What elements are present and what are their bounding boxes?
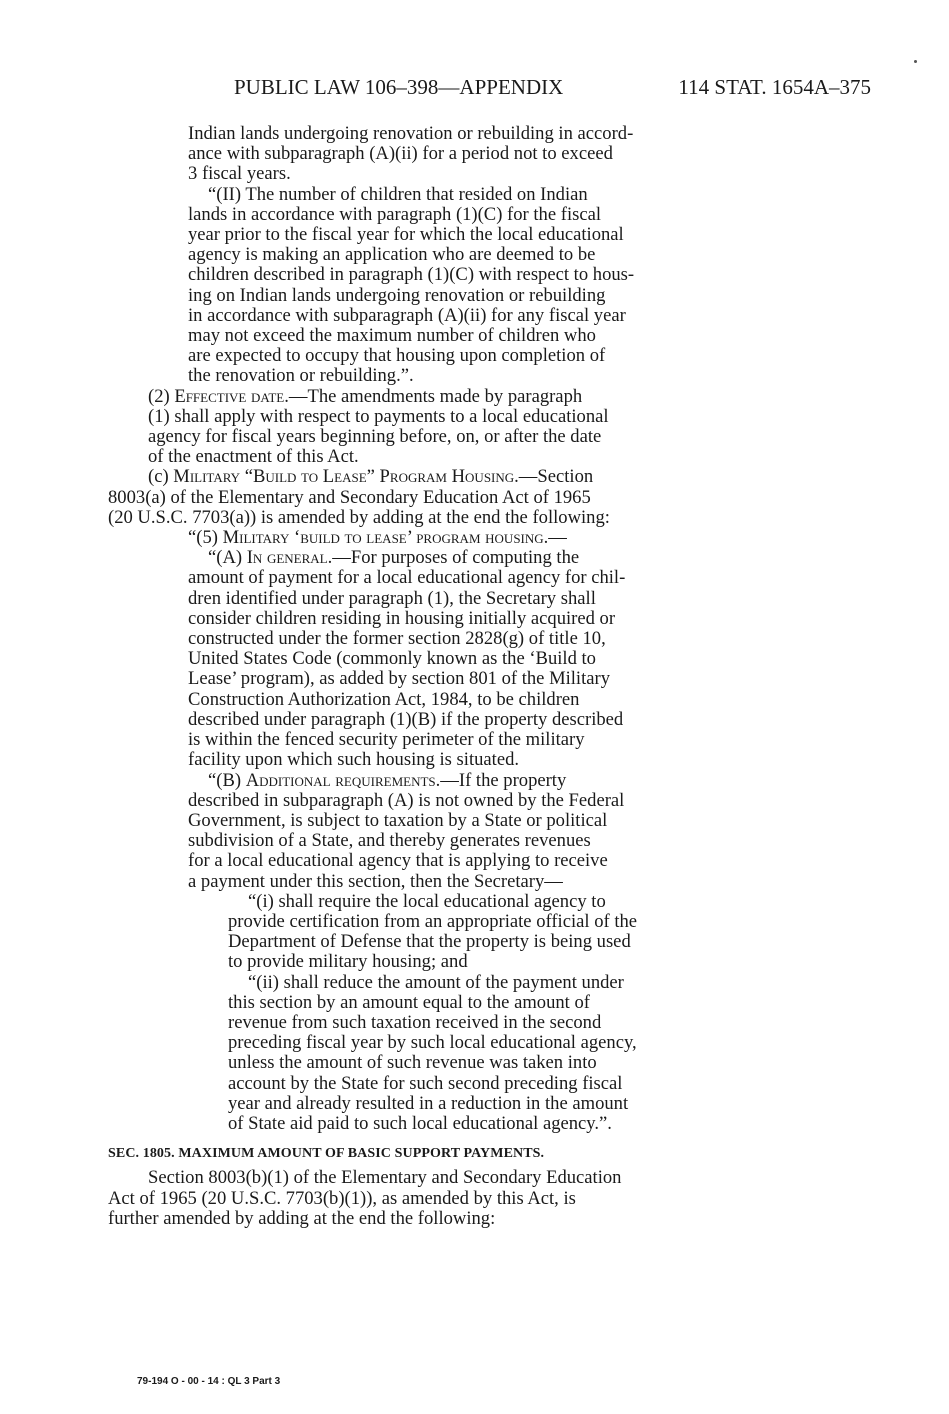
clause-line: “(ii) shall reduce the amount of the payment under	[248, 971, 624, 993]
paragraph-heading-housing: “(5) Military ‘build to lease’ program housing.—	[188, 527, 567, 549]
text-line: Section 8003(b)(1) of the Elementary and Secondary Education	[148, 1167, 622, 1189]
text-line: in accordance with subparagraph (A)(ii) for any fiscal year	[188, 304, 626, 326]
paragraph-heading-effective-date: (2) Effective date.—The amendments made by paragraph	[148, 385, 583, 407]
subparagraph-heading-additional-requirements: “(B) Additional requirements.—If the property	[208, 769, 567, 791]
text-line: 3 fiscal years.	[188, 163, 291, 185]
text-line: agency is making an application who are deemed to be	[188, 244, 596, 266]
text-line: year prior to the fiscal year for which the local educational	[188, 224, 624, 246]
text-line: Indian lands undergoing renovation or rebuilding in accord-	[188, 123, 634, 144]
text-line: described in subparagraph (A) is not owned by the Federal	[188, 789, 625, 811]
clause-line: provide certification from an appropriate official of the	[228, 910, 638, 932]
text-line: ance with subparagraph (A)(ii) for a period not to exceed	[188, 143, 613, 165]
text-line: agency for fiscal years beginning before, on, or after the date	[148, 426, 602, 448]
text-line: ing on Indian lands undergoing renovation or rebuilding	[188, 284, 606, 306]
text-line: United States Code (commonly known as the ‘Build to	[188, 648, 596, 670]
text-line: is within the fenced security perimeter of the military	[188, 729, 585, 751]
text-line: (20 U.S.C. 7703(a)) is amended by adding at the end the following:	[108, 506, 610, 528]
text-line: further amended by adding at the end the following:	[108, 1207, 496, 1229]
subsection-heading-build-to-lease: (c) Military “Build to Lease” Program Housing.—Section	[148, 466, 594, 488]
scan-speck	[914, 60, 917, 63]
section-heading: SEC. 1805. MAXIMUM AMOUNT OF BASIC SUPPORT PAYMENTS.	[108, 1146, 545, 1162]
text-line: of the enactment of this Act.	[148, 446, 359, 468]
text-line: Act of 1965 (20 U.S.C. 7703(b)(1)), as amended by this Act, is	[108, 1187, 576, 1209]
text-line: Government, is subject to taxation by a State or political	[188, 809, 608, 831]
text-line: “(II) The number of children that resided on Indian	[208, 183, 588, 205]
text-line: described under paragraph (1)(B) if the property described	[188, 708, 624, 730]
statute-citation: 114 STAT. 1654A–375	[678, 75, 871, 99]
text-line: consider children residing in housing initially acquired or	[188, 607, 616, 629]
text-line: are expected to occupy that housing upon completion of	[188, 345, 606, 367]
clause-line: account by the State for such second preceding fiscal	[228, 1072, 623, 1094]
clause-line: revenue from such taxation received in the second	[228, 1011, 602, 1033]
law-title: PUBLIC LAW 106–398—APPENDIX	[234, 75, 564, 99]
clause-line: to provide military housing; and	[228, 951, 468, 973]
text-line: 8003(a) of the Elementary and Secondary Education Act of 1965	[108, 486, 591, 508]
text-line: (1) shall apply with respect to payments to a local educational	[148, 405, 609, 427]
text-line: subdivision of a State, and thereby generates revenues	[188, 830, 591, 852]
text-line: Lease’ program), as added by section 801 of the Military	[188, 668, 611, 690]
text-line: constructed under the former section 2828(g) of title 10,	[188, 628, 606, 650]
text-line: lands in accordance with paragraph (1)(C) for the fiscal	[188, 203, 602, 225]
clause-line: this section by an amount equal to the amount of	[228, 991, 590, 1013]
clause-line: “(i) shall require the local educational agency to	[248, 890, 606, 912]
body-text	[108, 124, 734, 1229]
text-line: a payment under this section, then the Secretary—	[188, 870, 563, 892]
text-line: for a local educational agency that is applying to receive	[188, 850, 608, 872]
text-line: the renovation or rebuilding.”.	[188, 365, 414, 387]
text-line: dren identified under paragraph (1), the Secretary shall	[188, 587, 596, 609]
clause-line: of State aid paid to such local educational agency.”.	[228, 1112, 612, 1134]
text-line: amount of payment for a local educational agency for chil-	[188, 567, 626, 589]
text-line: Construction Authorization Act, 1984, to be children	[188, 688, 580, 710]
text-line: may not exceed the maximum number of children who	[188, 325, 596, 347]
clause-line: unless the amount of such revenue was taken into	[228, 1052, 597, 1074]
clause-line: preceding fiscal year by such local educational agency,	[228, 1032, 637, 1054]
text-line: facility upon which such housing is situated.	[188, 749, 520, 771]
text-line: children described in paragraph (1)(C) with respect to hous-	[188, 264, 635, 286]
print-job-code: 79-194 O - 00 - 14 : QL 3 Part 3	[137, 1376, 281, 1387]
clause-line: year and already resulted in a reduction in the amount	[228, 1092, 629, 1114]
subparagraph-heading-in-general: “(A) In general.—For purposes of computing the	[208, 547, 580, 569]
clause-line: Department of Defense that the property is being used	[228, 931, 631, 953]
